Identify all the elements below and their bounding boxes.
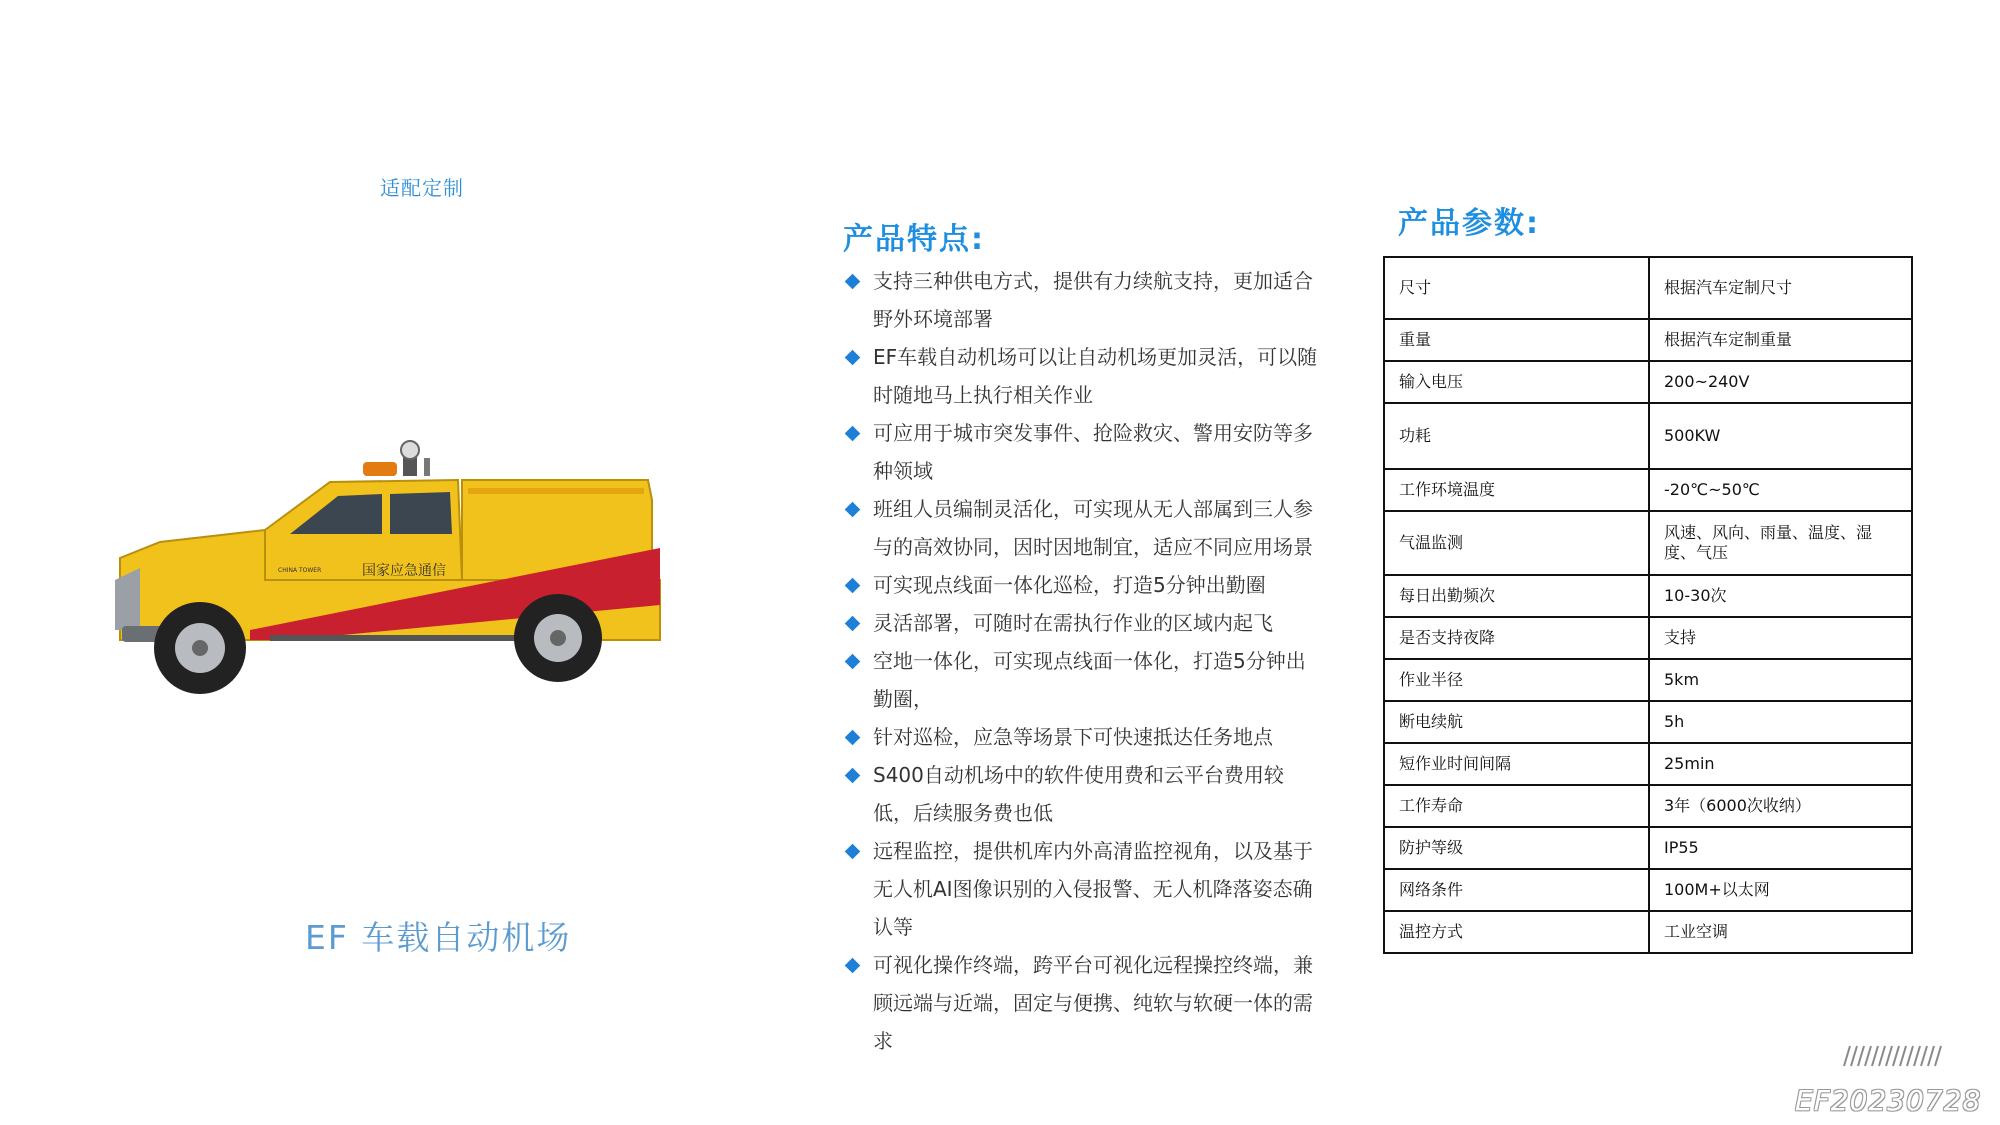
feature-item	[843, 262, 1323, 338]
param-value: 5h	[1649, 701, 1912, 743]
table-row	[1384, 911, 1912, 953]
params-table	[1383, 256, 1913, 954]
diamond-bullet-icon	[845, 502, 861, 518]
feature-item	[843, 832, 1323, 946]
diamond-bullet-icon	[845, 274, 861, 290]
feature-text: 支持三种供电方式，提供有力续航支持，更加适合野外环境部署	[873, 269, 1313, 331]
param-value: 100M+以太网	[1649, 869, 1912, 911]
feature-item	[843, 490, 1323, 566]
feature-item	[843, 566, 1323, 604]
diamond-bullet-icon	[845, 730, 861, 746]
param-value: 风速、风向、雨量、温度、湿度、气压	[1649, 511, 1912, 575]
feature-text: EF车载自动机场可以让自动机场更加灵活，可以随时随地马上执行相关作业	[873, 345, 1318, 407]
param-value: IP55	[1649, 827, 1912, 869]
feature-item	[843, 414, 1323, 490]
feature-item	[843, 718, 1323, 756]
table-row	[1384, 659, 1912, 701]
feature-item	[843, 604, 1323, 642]
feature-text: 远程监控，提供机库内外高清监控视角，以及基于无人机AI图像识别的入侵报警、无人机降落姿态确认等	[873, 839, 1313, 939]
param-key: 防护等级	[1384, 827, 1649, 869]
params-title: 产品参数:	[1398, 206, 1540, 241]
param-key: 作业半径	[1384, 659, 1649, 701]
feature-text: 灵活部署，可随时在需执行作业的区域内起飞	[873, 611, 1273, 635]
diamond-bullet-icon	[845, 654, 861, 670]
feature-text: 可实现点线面一体化巡检，打造5分钟出勤圈	[873, 573, 1266, 597]
param-value: 3年（6000次收纳）	[1649, 785, 1912, 827]
param-value: 10-30次	[1649, 575, 1912, 617]
param-key: 断电续航	[1384, 701, 1649, 743]
diamond-bullet-icon	[845, 958, 861, 974]
table-row	[1384, 361, 1912, 403]
param-key: 网络条件	[1384, 869, 1649, 911]
param-value: 根据汽车定制尺寸	[1649, 257, 1912, 319]
product-name: EF 车载自动机场	[305, 918, 572, 957]
param-value: 200~240V	[1649, 361, 1912, 403]
param-key: 重量	[1384, 319, 1649, 361]
param-key: 短作业时间间隔	[1384, 743, 1649, 785]
param-value: 工业空调	[1649, 911, 1912, 953]
table-row	[1384, 869, 1912, 911]
diamond-bullet-icon	[845, 768, 861, 784]
feature-text: 空地一体化，可实现点线面一体化，打造5分钟出勤圈，	[873, 649, 1306, 711]
param-key: 是否支持夜降	[1384, 617, 1649, 659]
features-title: 产品特点:	[843, 222, 985, 257]
param-value: 根据汽车定制重量	[1649, 319, 1912, 361]
feature-item	[843, 756, 1323, 832]
vehicle-door-text: 国家应急通信	[362, 563, 446, 579]
param-key: 每日出勤频次	[1384, 575, 1649, 617]
table-row	[1384, 575, 1912, 617]
diamond-bullet-icon	[845, 616, 861, 632]
document-code: EF20230728	[1795, 1084, 1982, 1117]
feature-item	[843, 946, 1323, 1060]
feature-item	[843, 642, 1323, 718]
table-row	[1384, 403, 1912, 469]
table-row	[1384, 511, 1912, 575]
diamond-bullet-icon	[845, 426, 861, 442]
slash-pattern-icon	[1838, 1045, 1944, 1067]
table-row	[1384, 617, 1912, 659]
features-list	[843, 262, 1323, 1060]
feature-text: S400自动机场中的软件使用费和云平台费用较低，后续服务费也低	[873, 763, 1284, 825]
param-key: 功耗	[1384, 403, 1649, 469]
param-value: 5km	[1649, 659, 1912, 701]
param-key: 温控方式	[1384, 911, 1649, 953]
table-row	[1384, 257, 1912, 319]
param-key: 输入电压	[1384, 361, 1649, 403]
feature-text: 可应用于城市突发事件、抢险救灾、警用安防等多种领域	[873, 421, 1313, 483]
tag-label: 适配定制	[380, 176, 464, 200]
param-key: 工作寿命	[1384, 785, 1649, 827]
param-value: -20℃~50℃	[1649, 469, 1912, 511]
feature-text: 可视化操作终端，跨平台可视化远程操控终端，兼顾远端与近端，固定与便携、纯软与软硬一体的需求	[873, 953, 1313, 1053]
diamond-bullet-icon	[845, 578, 861, 594]
table-row	[1384, 469, 1912, 511]
vehicle-logo-text: CHINA TOWER	[278, 567, 322, 574]
feature-text: 针对巡检，应急等场景下可快速抵达任务地点	[873, 725, 1273, 749]
param-value: 500KW	[1649, 403, 1912, 469]
param-key: 尺寸	[1384, 257, 1649, 319]
diamond-bullet-icon	[845, 844, 861, 860]
table-row	[1384, 785, 1912, 827]
table-row	[1384, 827, 1912, 869]
diamond-bullet-icon	[845, 350, 861, 366]
vehicle-image	[100, 430, 680, 710]
table-row	[1384, 701, 1912, 743]
table-row	[1384, 319, 1912, 361]
param-value: 25min	[1649, 743, 1912, 785]
param-key: 气温监测	[1384, 511, 1649, 575]
vehicle-illustration	[115, 441, 660, 694]
param-value: 支持	[1649, 617, 1912, 659]
feature-item	[843, 338, 1323, 414]
table-row	[1384, 743, 1912, 785]
param-key: 工作环境温度	[1384, 469, 1649, 511]
feature-text: 班组人员编制灵活化，可实现从无人部属到三人参与的高效协同，因时因地制宜，适应不同应用场景	[873, 497, 1313, 559]
